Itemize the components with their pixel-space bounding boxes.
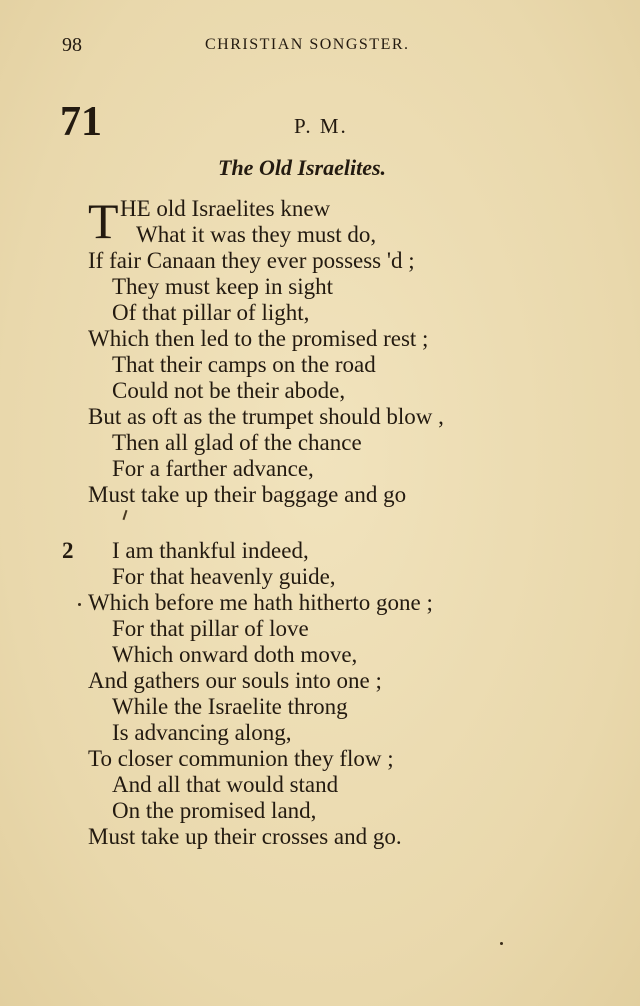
stanza1-line: What it was they must do, — [136, 222, 377, 247]
stanza1-line: HE old Israelites knew — [120, 196, 331, 221]
running-head: CHRISTIAN SONGSTER. — [205, 36, 410, 53]
stanza2-line: To closer communion they flow ; — [88, 746, 394, 771]
stanza1-line: If fair Canaan they ever possess 'd ; — [88, 248, 415, 273]
ink-dot — [78, 603, 81, 606]
page-number: 98 — [62, 34, 82, 56]
stanza2-line: While the Israelite throng — [112, 694, 348, 719]
stanza2-line: On the promised land, — [112, 798, 317, 823]
stanza2-line: Is advancing along, — [112, 720, 292, 745]
hymn-title: The Old Israelites. — [218, 155, 387, 180]
stanza1-line: Must take up their baggage and go — [88, 482, 407, 507]
stanza1-line: Which then led to the promised rest ; — [88, 326, 429, 351]
stanza1-line: They must keep in sight — [112, 274, 334, 299]
stanza-number: 2 — [62, 538, 74, 563]
stanza2-line: And all that would stand — [112, 772, 339, 797]
stanza2-line: Must take up their crosses and go. — [88, 824, 402, 849]
stanza1-line: Could not be their abode, — [112, 378, 346, 403]
stanza1-line: But as oft as the trumpet should blow , — [88, 404, 444, 429]
stanza2-line: And gathers our souls into one ; — [88, 668, 382, 693]
stanza1-line: Of that pillar of light, — [112, 300, 310, 325]
stanza2-line: Which before me hath hitherto gone ; — [88, 590, 433, 615]
ink-dot — [500, 942, 503, 945]
stanza2-line: Which onward doth move, — [112, 642, 358, 667]
ink-mark — [123, 510, 128, 520]
stanza2-line: For that heavenly guide, — [112, 564, 336, 589]
stanza2-line: For that pillar of love — [112, 616, 309, 641]
hymn-meter: P. M. — [294, 114, 348, 138]
stanza1-line: Then all glad of the chance — [112, 430, 362, 455]
stanza1-line: That their camps on the road — [112, 352, 376, 377]
stanza1-line: For a farther advance, — [112, 456, 314, 481]
hymn-number: 71 — [60, 99, 102, 145]
drop-cap: T — [88, 193, 119, 249]
stanza2-line: I am thankful indeed, — [112, 538, 309, 563]
